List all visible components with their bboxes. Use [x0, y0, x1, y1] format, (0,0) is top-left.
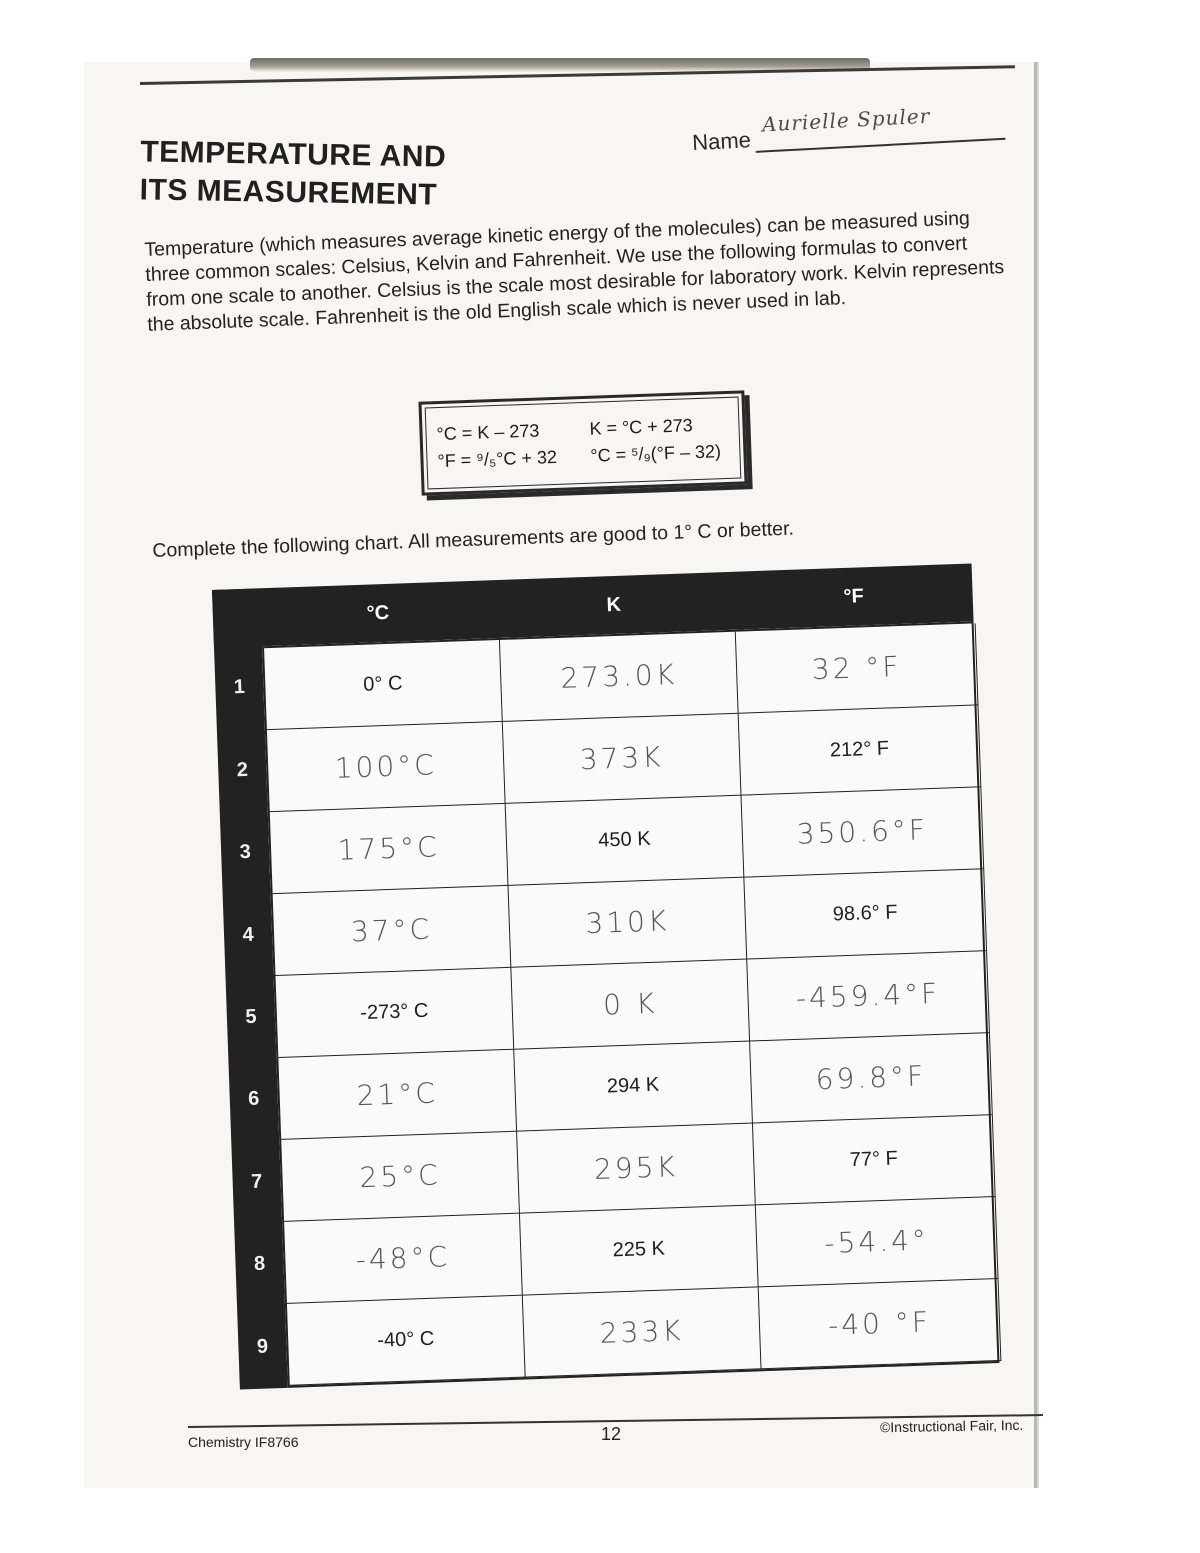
formula-box — [418, 390, 747, 495]
formula-grid — [425, 397, 742, 490]
table-cell-f: -54.4° — [756, 1197, 999, 1287]
table-grid — [262, 621, 999, 1387]
table-cell-c: 21°C — [278, 1050, 517, 1140]
table-cell-k: 233K — [523, 1287, 762, 1377]
table-cell-k: 273.0K — [500, 632, 739, 722]
header-celsius: °C — [366, 601, 390, 625]
table-cell-k: 450 K — [506, 796, 745, 886]
row-number: 1 — [233, 676, 246, 699]
table-cell-f: 98.6° F — [744, 869, 987, 959]
page-title — [139, 133, 446, 214]
table-cell-f: 32 °F — [736, 623, 979, 713]
formula-c-from-k: °C = K – 273 — [436, 420, 540, 445]
table-cell-f: 350.6°F — [741, 787, 984, 877]
table-cell-k: 310K — [509, 878, 748, 968]
row-number: 6 — [247, 1088, 260, 1111]
table-cell-f: 212° F — [739, 705, 982, 795]
table-cell-k: 294 K — [514, 1041, 753, 1131]
row-number: 3 — [239, 840, 252, 864]
table-cell-c: -40° C — [287, 1296, 526, 1386]
table-cell-f: -40 °F — [759, 1279, 1002, 1369]
name-label: Name — [691, 127, 752, 156]
title-line-1: TEMPERATURE AND — [140, 135, 447, 174]
table-cell-c: 0° C — [264, 640, 503, 730]
table-cell-f: 69.8°F — [750, 1033, 993, 1123]
formula-k-from-c: K = °C + 273 — [589, 415, 694, 439]
table-cell-c: 25°C — [281, 1132, 520, 1222]
title-line-2: ITS MEASUREMENT — [139, 173, 438, 212]
table-cell-k: 295K — [517, 1123, 756, 1213]
table-cell-f: 77° F — [753, 1115, 996, 1205]
row-number: 2 — [236, 758, 249, 781]
table-cell-k: 0 K — [511, 960, 750, 1050]
row-number: 7 — [250, 1170, 263, 1193]
instruction-text: Complete the following chart. All measurements are good to 1° C or better. — [152, 517, 795, 562]
table-cell-k: 225 K — [520, 1205, 759, 1295]
formula-c-from-f: °C = ⁵/₉(°F – 32) — [590, 441, 722, 466]
header-fahrenheit: °F — [843, 585, 865, 608]
table-cell-f: -459.4°F — [747, 951, 990, 1041]
table-cell-c: 100°C — [267, 722, 506, 812]
table-cell-c: -48°C — [284, 1214, 523, 1304]
table-cell-c: -273° C — [276, 968, 515, 1058]
row-number: 4 — [242, 923, 254, 946]
signature: Aurielle Spuler — [761, 103, 931, 137]
header-kelvin: K — [606, 593, 622, 617]
table-cell-k: 373K — [503, 714, 742, 804]
footer-course: Chemistry IF8766 — [188, 1434, 299, 1450]
row-number: 5 — [244, 1005, 257, 1029]
intro-paragraph: Temperature (which measures average kinetic energy of the molecules) can be measured using three common scales: Celsius, Kelvin and Fahrenheit. We use the following formulas to convert from one scale to another. Celsius is the scale most desirable for laboratory work. Kelvin represents the absolute scale. Fahrenheit is the old English scale which is never used in lab. — [144, 207, 1005, 336]
formula-f-from-c: °F = ⁹/₅°C + 32 — [437, 446, 558, 472]
table-cell-c: 175°C — [270, 804, 509, 894]
footer-publisher: ©Instructional Fair, Inc. — [879, 1416, 1024, 1436]
conversion-table — [212, 563, 999, 1389]
table-cell-c: 37°C — [273, 886, 512, 976]
page-number: 12 — [601, 1424, 622, 1444]
row-number: 9 — [256, 1335, 269, 1358]
row-number: 8 — [253, 1252, 266, 1276]
